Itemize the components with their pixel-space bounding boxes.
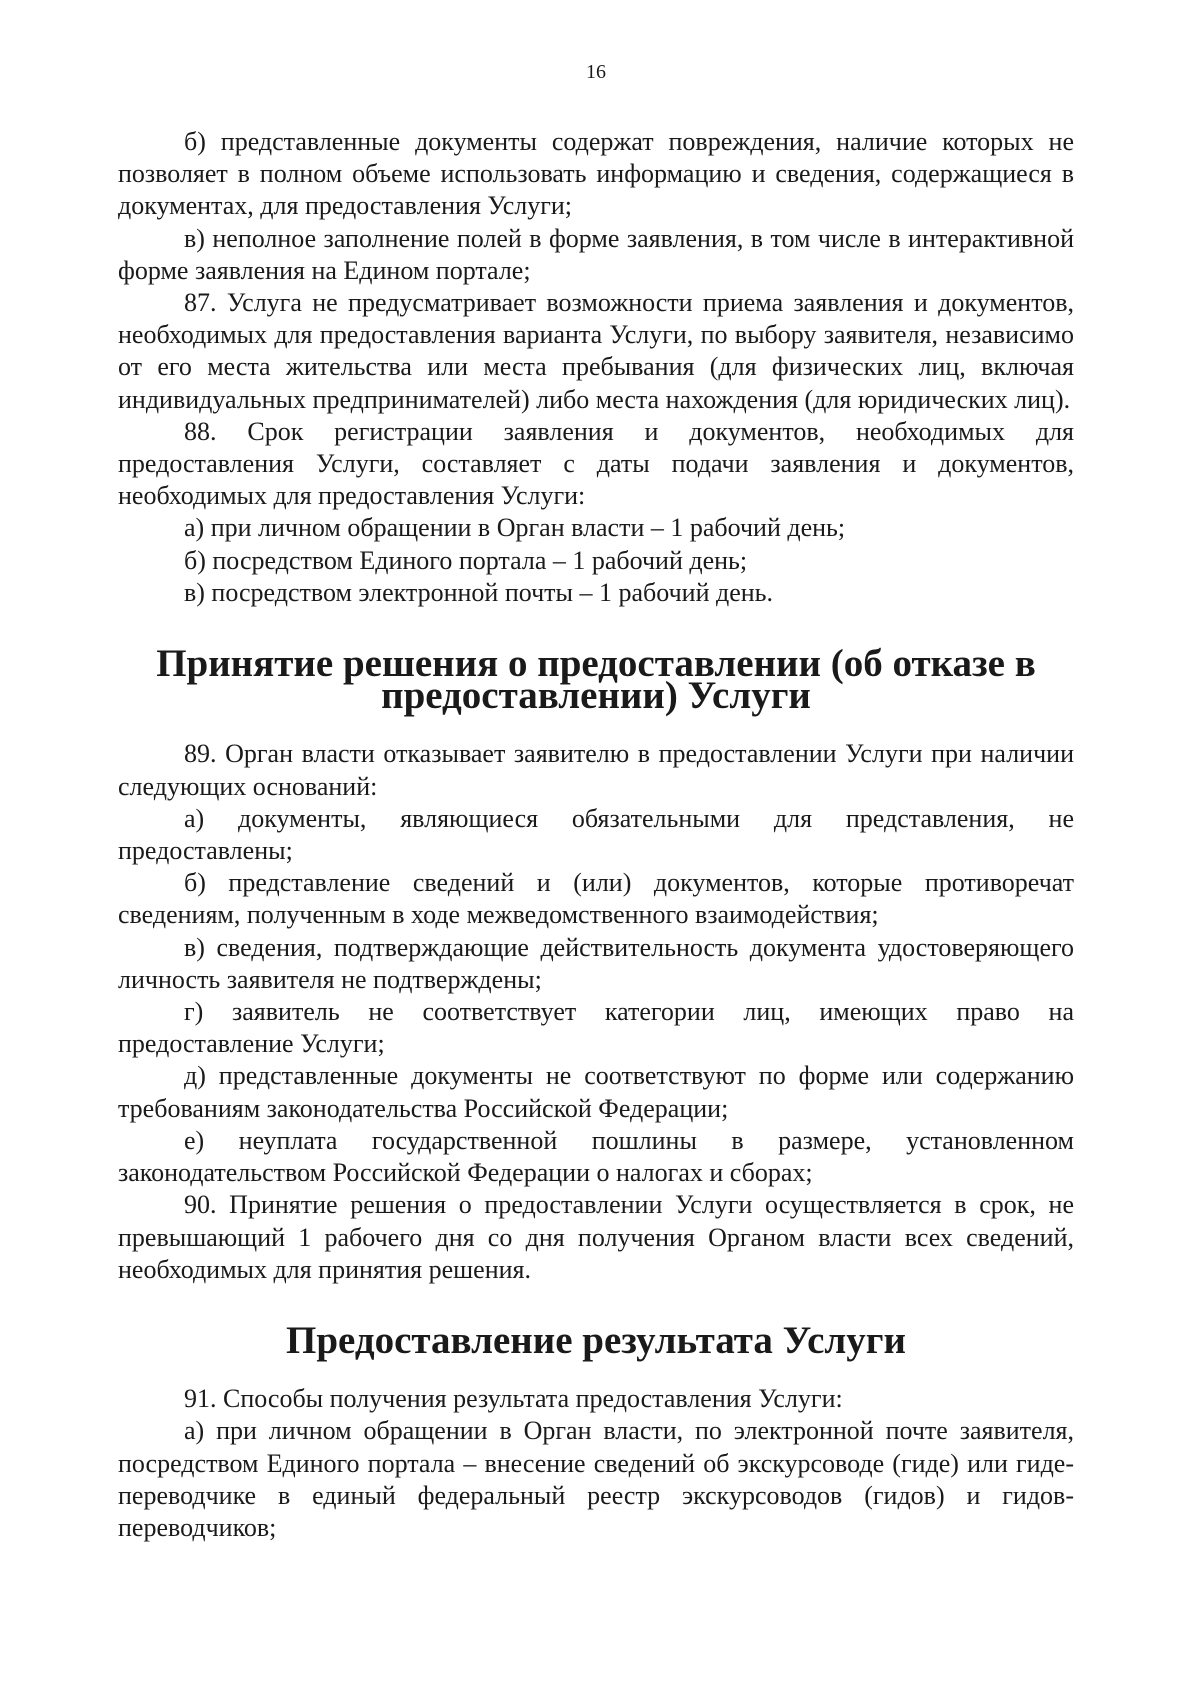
section-decision [118,738,1074,1285]
paragraph-87: 87. Услуга не предусматривает возможности приема заявления и документов, необходимых для предоставления варианта Услуги, по выбору заявителя, независимо от его места жительства или места пребывания (для физических лиц, включая индивидуальных предпринимателей) либо места нахождения (для юридических лиц). [118,288,1074,414]
paragraph-89-b: б) представление сведений и (или) документов, которые противоречат сведениям, полученным в ходе межведомственного взаимодействия; [118,868,1074,930]
paragraph-89-g: г) заявитель не соответствует категории лиц, имеющих право на предоставление Услуги; [118,997,1074,1059]
paragraph-89-v: в) сведения, подтверждающие действительность документа удостоверяющего личность заявителя не подтверждены; [118,932,1074,994]
paragraph-86-v: в) неполное заполнение полей в форме заявления, в том числе в интерактивной форме заявления на Едином портале; [118,223,1074,285]
section-heading-result: Предоставление результата Услуги [286,1318,906,1362]
paragraph-91: 91. Способы получения результата предоставления Услуги: [184,1384,843,1414]
section-result [118,1383,1074,1544]
paragraph-88: 88. Срок регистрации заявления и документов, необходимых для предоставления Услуги, составляет с даты подачи заявления и документов, необходимых для предоставления Услуги: [118,416,1074,511]
paragraph-88-v: в) посредством электронной почты – 1 рабочий день. [184,577,774,607]
paragraph-89: 89. Орган власти отказывает заявителю в предоставлении Услуги при наличии следующих оснований: [118,739,1074,801]
section-refusal-to-accept [118,126,1074,609]
paragraph-89-d: д) представленные документы не соответствуют по форме или содержанию требованиям законодательства Российской Федерации; [118,1061,1074,1123]
document-page [118,60,1074,1544]
paragraph-91-a: а) при личном обращении в Орган власти, по электронной почте заявителя, посредством Единого портала – внесение сведений об экскурсоводе (гиде) или гиде-переводчике в единый федеральный реестр экскурсоводов (гидов) и гидов-переводчиков; [118,1416,1074,1542]
section-heading-decision: Принятие решения о предоставлении (об отказе в предоставлении) Услуги [156,642,1036,718]
paragraph-89-e: е) неуплата государственной пошлины в размере, установленном законодательством Российской Федерации о налогах и сборах; [118,1125,1074,1188]
paragraph-89-a: а) документы, являющиеся обязательными для представления, не предоставлены; [118,803,1074,866]
page-number: 16 [586,61,606,83]
paragraph-86-b: б) представленные документы содержат повреждения, наличие которых не позволяет в полном объеме использовать информацию и сведения, содержащиеся в документах, для предоставления Услуги; [118,127,1074,221]
paragraph-90: 90. Принятие решения о предоставлении Услуги осуществляется в срок, не превышающий 1 рабочего дня со дня получения Органом власти всех сведений, необходимых для принятия решения. [118,1190,1074,1284]
paragraph-88-b: б) посредством Единого портала – 1 рабочий день; [184,545,748,575]
paragraph-88-a: а) при личном обращении в Орган власти – 1 рабочий день; [184,513,846,543]
